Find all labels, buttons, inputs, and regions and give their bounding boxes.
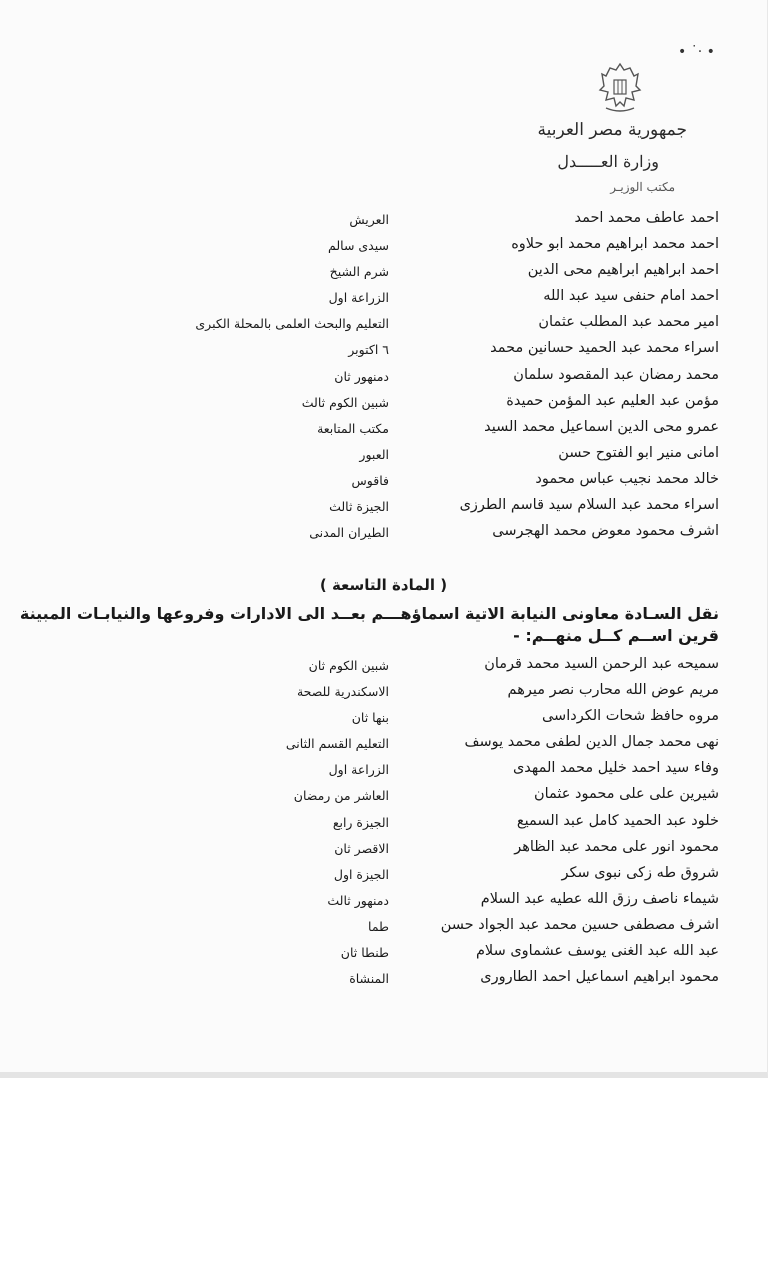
list-item: [19, 523, 719, 549]
assigned-office: ٦ اكتوبر: [348, 342, 389, 358]
header-ministry: وزارة العـــــدل: [557, 152, 659, 171]
header-office: مكتب الوزيـر: [610, 180, 675, 194]
employee-name: احمد امام حنفى سيد عبد الله: [543, 288, 719, 305]
list-item: [19, 943, 719, 969]
list-item: [19, 865, 719, 891]
list-item: [19, 340, 719, 366]
list-item: [19, 497, 719, 523]
employee-name: امير محمد عبد المطلب عثمان: [538, 314, 719, 331]
list-item: [19, 760, 719, 786]
assigned-office: فاقوس: [351, 472, 389, 488]
employee-name: نهى محمد جمال الدين لطفى محمد يوسف: [464, 734, 719, 751]
employee-name: سميحه عبد الرحمن السيد محمد قرمان: [484, 656, 719, 672]
employee-name: احمد عاطف محمد احمد: [574, 210, 719, 226]
list-item: [19, 917, 719, 943]
assigned-office: بنها ثان: [351, 710, 389, 726]
assigned-office: شبين الكوم ثان: [308, 658, 389, 673]
assigned-office: الطيران المدنى: [309, 525, 389, 541]
transfer-list-1: [19, 210, 719, 549]
employee-name: اشرف مصطفى حسين محمد عبد الجواد حسن: [440, 916, 719, 933]
assigned-office: طما: [368, 918, 389, 934]
list-item: [19, 682, 719, 708]
list-item: [19, 891, 719, 917]
list-item: [19, 786, 719, 812]
assigned-office: شبين الكوم ثالث: [301, 394, 389, 410]
employee-name: شيرين على على محمود عثمان: [533, 786, 719, 803]
employee-name: خلود عبد الحميد كامل عبد السميع: [516, 812, 719, 829]
employee-name: محمود ابراهيم اسماعيل احمد الطاروری: [480, 969, 719, 986]
employee-name: محمد رمضان عبد المقصود سلمان: [513, 366, 719, 383]
speck-marks: • ·˙ •: [678, 44, 715, 60]
list-item: [19, 367, 719, 393]
list-item: [19, 262, 719, 288]
list-item: [19, 288, 719, 314]
article-title: ( المادة التاسعة ): [319, 576, 448, 594]
employee-name: مؤمن عبد العليم عبد المؤمن حميدة: [506, 392, 719, 409]
employee-name: احمد محمد ابراهيم محمد ابو حلاوه: [511, 236, 719, 253]
employee-name: اسراء محمد عبد السلام سيد قاسم الطرزى: [459, 497, 719, 514]
employee-name: عبد الله عبد الغنى يوسف عشماوى سلام: [475, 943, 719, 960]
employee-name: شروق طه زكى نبوى سكر: [561, 864, 719, 881]
list-item: [19, 734, 719, 760]
employee-name: امانى منير ابو الفتوح حسن: [558, 444, 719, 461]
assigned-office: العبور: [359, 446, 389, 462]
assigned-office: الزراعة اول: [328, 290, 389, 306]
list-item: [19, 236, 719, 262]
assigned-office: الاقصر ثان: [334, 840, 389, 856]
assigned-office: دمنهور ثالث: [327, 892, 389, 908]
employee-name: احمد ابراهيم ابراهيم محى الدين: [527, 262, 719, 279]
assigned-office: التعليم والبحث العلمى بالمحلة الكبرى: [195, 316, 389, 332]
assigned-office: العاشر من رمضان: [293, 788, 389, 804]
list-item: [19, 393, 719, 419]
list-item: [19, 210, 719, 236]
employee-name: اشرف محمود معوض محمد الهجرسى: [492, 523, 719, 540]
list-item: [19, 708, 719, 734]
employee-name: اسراء محمد عبد الحميد حسانين محمد: [490, 340, 719, 357]
transfer-list-2: [19, 656, 719, 995]
employee-name: محمود انور على محمد عبد الظاهر: [514, 838, 719, 855]
assigned-office: دمنهور ثان: [334, 368, 389, 384]
list-item: [19, 813, 719, 839]
list-item: [19, 969, 719, 995]
employee-name: عمرو محى الدين اسماعيل محمد السيد: [484, 418, 719, 435]
assigned-office: طنطا ثان: [340, 945, 389, 961]
list-item: [19, 839, 719, 865]
employee-name: وفاء سيد احمد خليل محمد المهدى: [512, 760, 719, 777]
article-intro: [19, 603, 719, 647]
assigned-office: التعليم القسم الثانى: [285, 736, 389, 752]
article-intro-line-1: نقل السـادة معاونى النيابة الاتية اسماؤهـــم بعــد الى الادارات وفروعها والنيابـات المبينة: [19, 604, 719, 623]
employee-name: مروه حافظ شحات الكرداسى: [541, 708, 719, 725]
assigned-office: المنشاة: [349, 971, 389, 987]
assigned-office: الجيزة اول: [333, 866, 389, 882]
assigned-office: مكتب المتابعة: [317, 420, 389, 436]
assigned-office: الاسكندرية للصحة: [296, 684, 389, 700]
assigned-office: الزراعة اول: [328, 762, 389, 778]
article-intro-line-2: قرين اســم كــل منهــم: -: [513, 626, 719, 645]
employee-name: خالد محمد نجيب عباس محمود: [535, 470, 719, 487]
list-item: [19, 445, 719, 471]
eagle-emblem-icon: [596, 60, 644, 116]
assigned-office: الجيزة ثالث: [329, 499, 389, 515]
employee-name: شيماء ناصف رزق الله عطيه عبد السلام: [480, 890, 719, 907]
employee-name: مريم عوض الله محارب نصر ميرهم: [507, 682, 719, 699]
header-country: جمهورية مصر العربية: [537, 120, 687, 140]
list-item: [19, 471, 719, 497]
assigned-office: الجيزة رابع: [332, 814, 389, 830]
assigned-office: العريش: [349, 212, 389, 227]
assigned-office: سيدى سالم: [328, 238, 389, 254]
assigned-office: شرم الشيخ: [329, 264, 389, 280]
list-item: [19, 314, 719, 340]
list-item: [19, 656, 719, 682]
list-item: [19, 419, 719, 445]
